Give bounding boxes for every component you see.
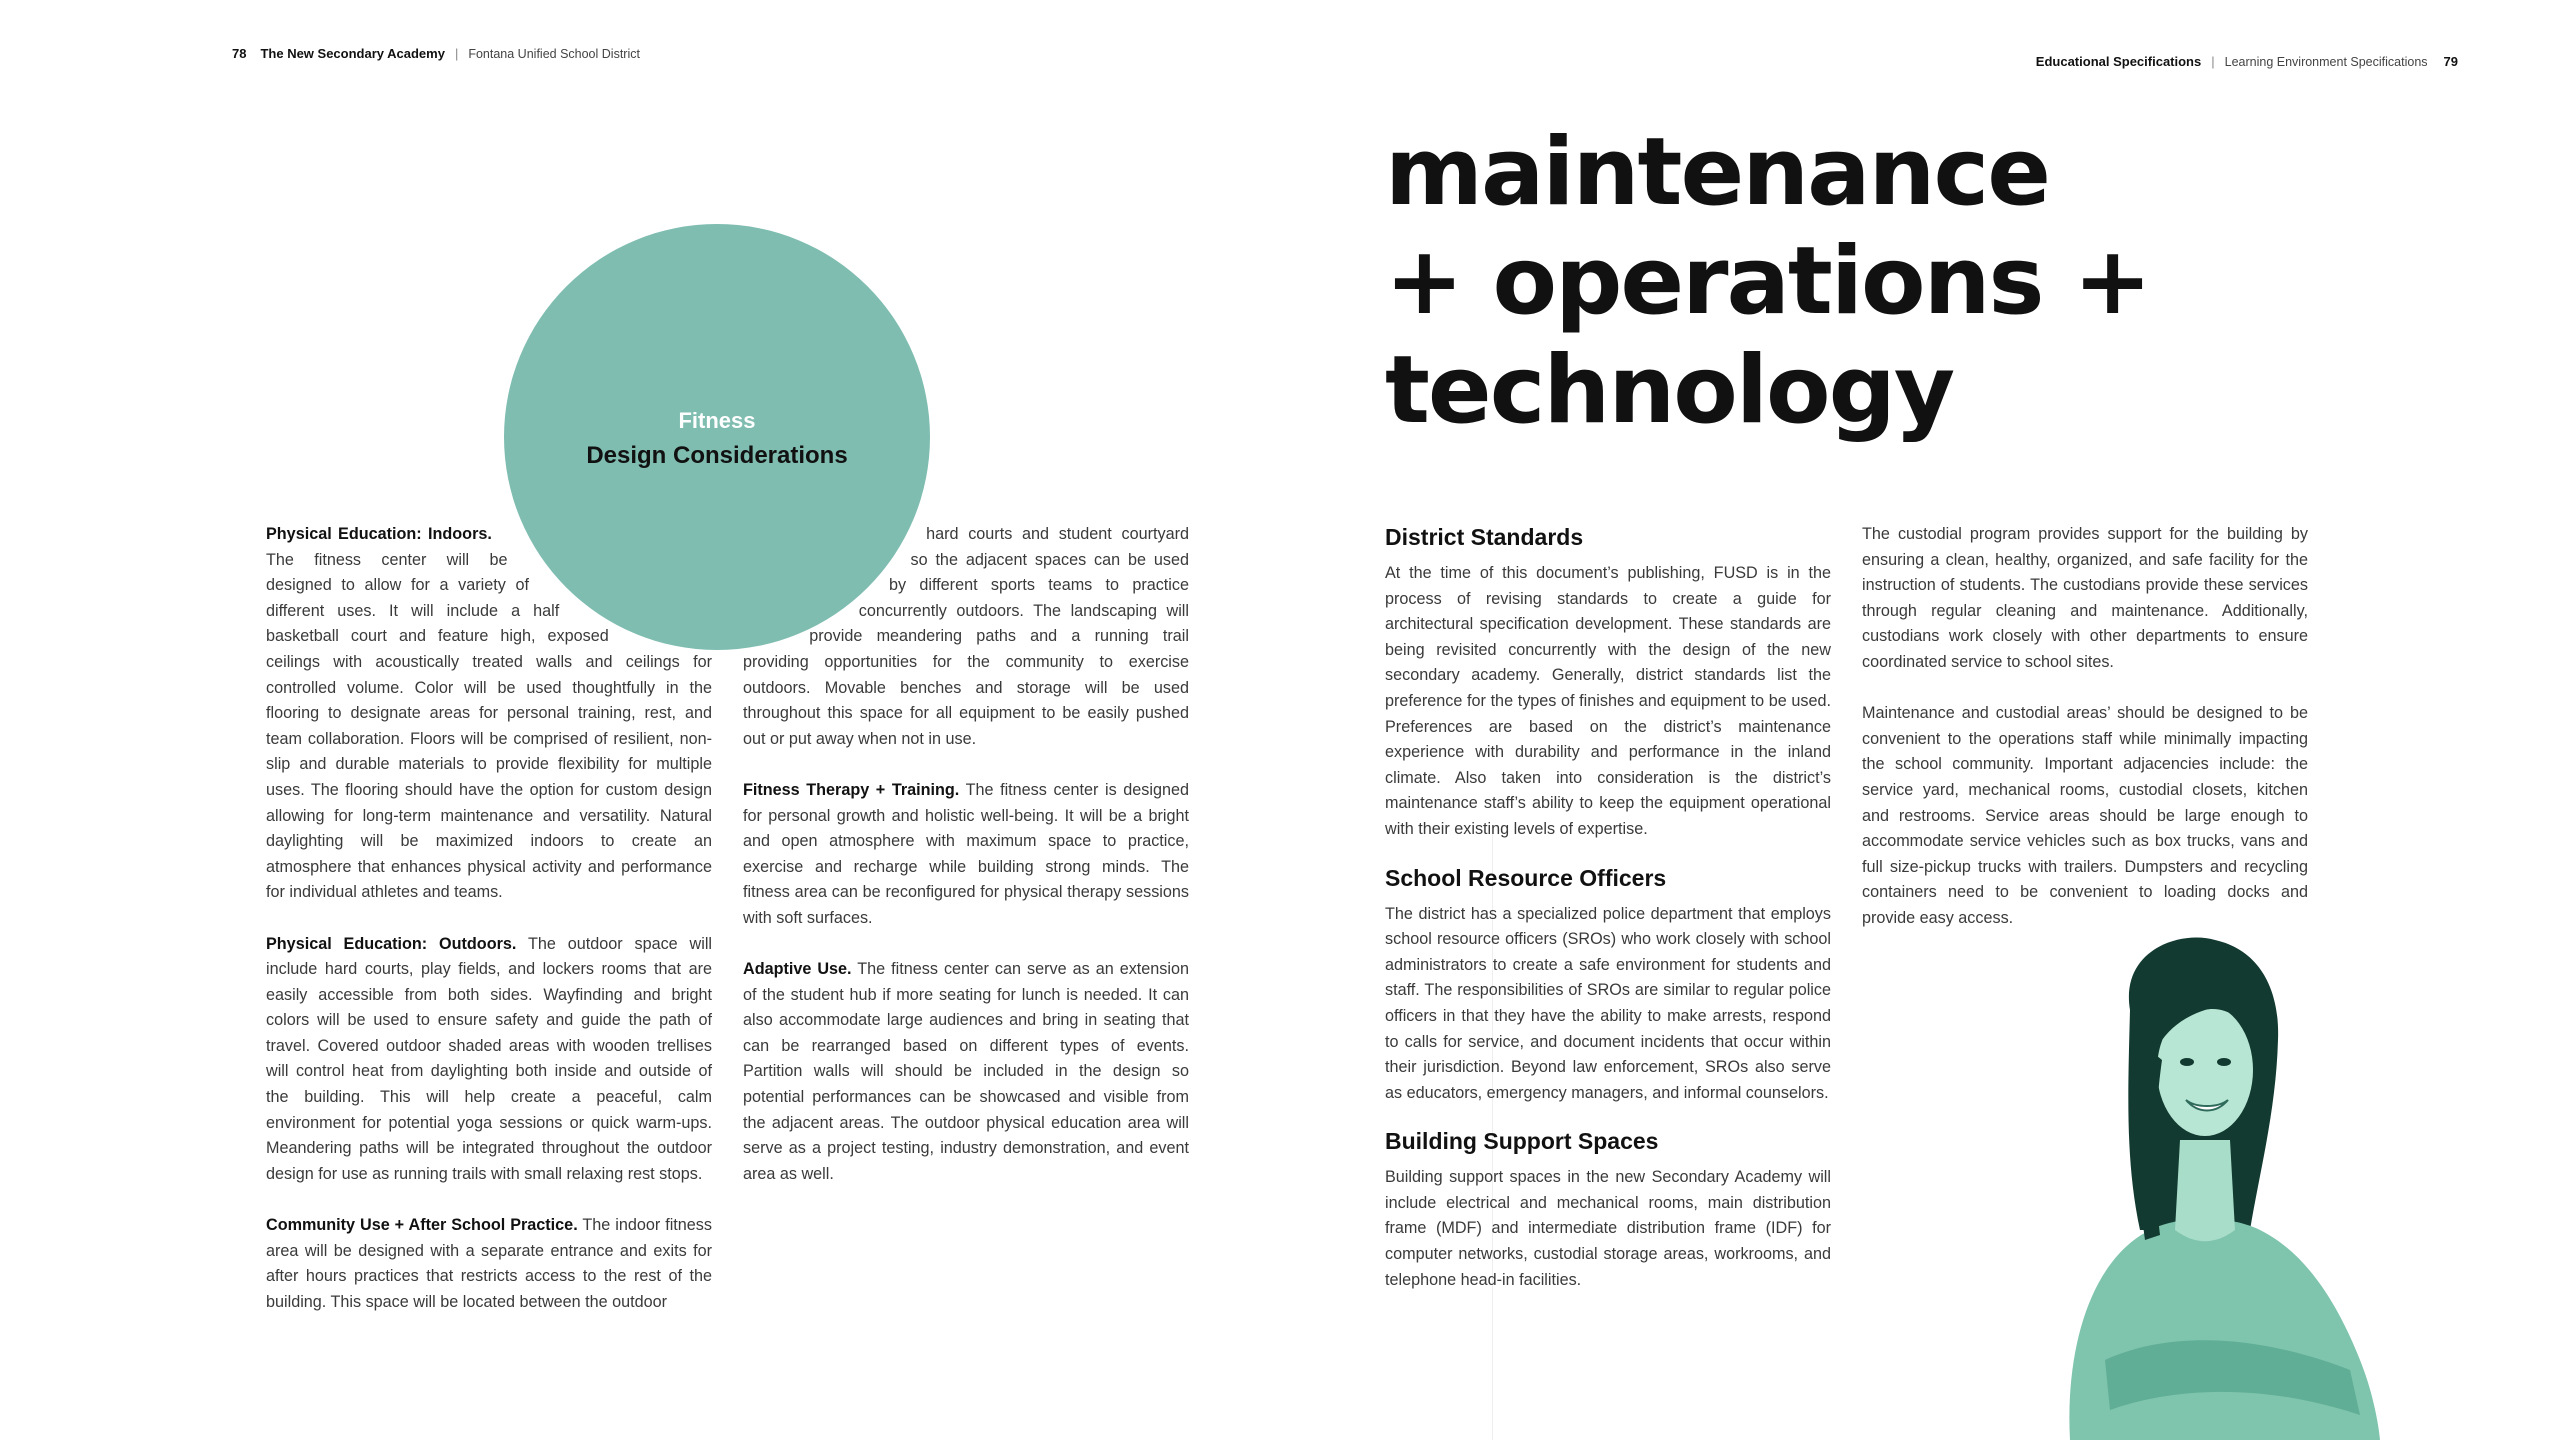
folio-separator: | — [454, 46, 459, 61]
left-folio — [232, 46, 640, 61]
woman-photo — [2010, 930, 2390, 1440]
page-number-right: 79 — [2443, 54, 2458, 69]
paragraph-text: The indoor fitness area will be designed with a separate entrance and exits for after hours practices that restricts access to the rest of the building. This space will be located between the outdoor — [266, 1216, 712, 1311]
eye-shape — [2180, 1058, 2194, 1066]
paragraph-pe-outdoors — [266, 932, 712, 1188]
section-district-standards — [1385, 522, 1831, 843]
headline-line-1: maintenance — [1385, 118, 2049, 227]
page-headline — [1385, 118, 2150, 445]
paragraph-custodial-program: The custodial program provides support for the building by ensuring a clean, healthy, organized, and safe facility for the instruction of students. The custodians provide these services through regular cleaning and maintenance. Additionally, custodians work closely with other departments to ensure coordinated service to school sites. — [1862, 525, 2308, 671]
headline-line-2: + operations + — [1385, 227, 2150, 336]
paragraph-text: hard courts and student courtyard so the adjacent spaces can be used by different sports teams to practice concurrently outdoors. The landscaping will provide meandering paths and a running trail providing opportunities for the community to exercise outdoors. Movable benches and storage will be used throughout this space for all equipment to be easily pushed out or put away when not in use. — [743, 525, 1189, 748]
section-heading: Building Support Spaces — [1385, 1128, 1659, 1155]
section-text: Building support spaces in the new Secondary Academy will include electrical and mechanical rooms, main distribution frame (MDF) and intermediate distribution frame (IDF) for computer networks, custodial storage areas, workrooms, and telephone head-in facilities. — [1385, 1168, 1831, 1289]
section-text: The district has a specialized police department that employs school resource officers (SROs) who work closely with school administrators to create a safe environment for students and staff. The responsibilities of SROs are similar to regular police officers in that they have the ability to make arrests, respond to calls for service, and document incidents that occur within their jurisdiction. Beyond law enforcement, SROs also serve as educators, emergency managers, and informal counselors. — [1385, 904, 1831, 1102]
section-name: Educational Specifications — [2035, 54, 2202, 69]
page-number-left: 78 — [232, 46, 247, 61]
paragraph-text: The fitness center is designed for personal growth and holistic well-being. It will be a bright and open atmosphere with maximum space to practice, exercise and recharge while building strong minds. The fitness area can be reconfigured for physical therapy sessions with soft surfaces. — [743, 780, 1190, 927]
document-title: The New Secondary Academy — [260, 46, 445, 61]
neck-shape — [2175, 1140, 2235, 1241]
left-column-2 — [743, 522, 1189, 1213]
right-column-1 — [1385, 522, 1831, 1313]
paragraph-label: Community Use + After School Practice. — [266, 1216, 578, 1235]
paragraph-label: Physical Education: Indoors. — [266, 525, 492, 543]
right-column-2 — [1862, 522, 2308, 957]
folio-separator: | — [2211, 54, 2215, 69]
paragraph-adaptive-use — [743, 957, 1189, 1187]
paragraph-label: Fitness Therapy + Training. — [743, 780, 960, 799]
circle-title: Fitness — [678, 408, 756, 433]
paragraph-maintenance-areas: Maintenance and custodial areas’ should be designed to be convenient to the operations staff while minimally impacting the school community. Important adjacencies include: the service yard, mechanical rooms, custodial closets, kitchen and restrooms. Service areas should be large enough to accommodate service vehicles such as box trucks, vans and full size-pickup trucks with trailers. Dumpsters and recycling containers need to be convenient to loading docks and provide easy access. — [1862, 704, 2308, 927]
paragraph-fitness-therapy — [743, 778, 1189, 932]
eye-shape — [2217, 1058, 2231, 1066]
left-column-1 — [266, 522, 712, 1341]
paragraph-label: Adaptive Use. — [743, 960, 852, 979]
subsection-name: Learning Environment Specifications — [2224, 55, 2428, 69]
headline-line-3: technology — [1385, 336, 1954, 445]
paragraph-text: The fitness center will be designed to allow for a variety of different uses. It will include a half basketball court and feature high, exposed ceilings with acoustically treated walls and ceilings for controlled volume. Color will be used thoughtfully in the flooring to designate areas for personal training, rest, and team collaboration. Floors will be comprised of resilient, non-slip and durable materials to provide flexibility for multiple uses. The flooring should have the option for custom design allowing for long-term maintenance and versatility. Natural daylighting will be maximized indoors to create an atmosphere that enhances physical activity and performance for individual athletes and teams. — [266, 550, 712, 902]
paragraph-text: The fitness center can serve as an extension of the student hub if more seating for lunch is needed. It can also accommodate large audiences and bring in seating that can be rearranged based on different types of events. Partition walls will should be included in the design so potential performances can be showcased and visible from the adjacent areas. The outdoor physical education area will serve as a project testing, industry demonstration, and event area as well. — [743, 960, 1189, 1183]
right-folio — [2036, 54, 2458, 69]
paragraph-label: Physical Education: Outdoors. — [266, 934, 517, 953]
section-school-resource-officers — [1385, 863, 1831, 1107]
circle-subtitle: Design Considerations — [586, 442, 848, 469]
section-heading: District Standards — [1385, 524, 1584, 550]
section-text: At the time of this document’s publishing, FUSD is in the process of revising standards to create a guide for architectural specification development. These standards are being revisited concurrently with the design of the new secondary academy. Generally, district standards list the preference for the types of finishes and equipment to be used. Preferences are based on the district’s maintenance experience with durability and performance in the inland climate. Also taken into consideration is the district’s maintenance staff’s ability to keep the equipment operational with their existing levels of expertise. — [1385, 564, 1831, 838]
section-heading: School Resource Officers — [1385, 864, 1667, 891]
paragraph-text: The outdoor space will include hard courts, play fields, and lockers rooms that are easily accessible from both sides. Wayfinding and bright colors will be used to ensure safety and guide the path of travel. Covered outdoor shaded areas with wooden trellises will control heat from daylighting both inside and outside of the building. This will help create a peaceful, calm environment for potential yoga sessions or quick warm-ups. Meandering paths will be integrated throughout the outdoor design for use as running trails with small relaxing rest stops. — [266, 934, 713, 1183]
paragraph-community-use — [266, 1213, 712, 1315]
section-building-support-spaces — [1385, 1126, 1831, 1293]
district-name: Fontana Unified School District — [468, 47, 640, 61]
